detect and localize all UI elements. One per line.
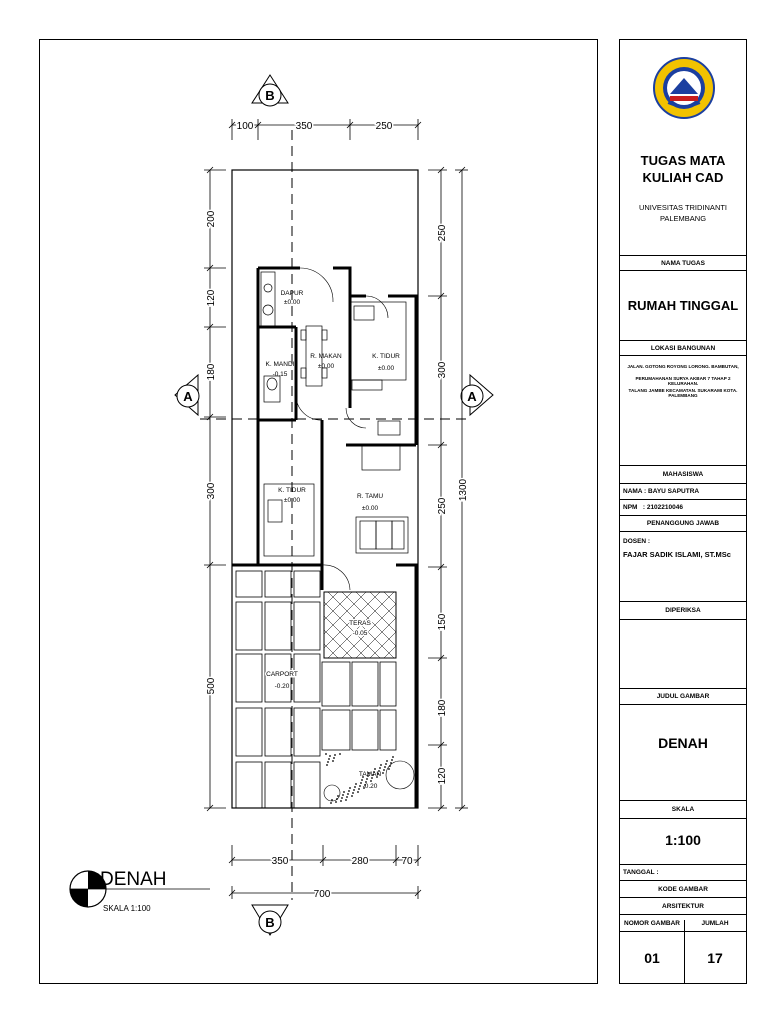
garden-dot <box>349 787 350 788</box>
garden-dot <box>330 802 331 803</box>
garden-dot <box>392 756 393 757</box>
dim-right-4: 150 <box>437 613 448 631</box>
dim-right-1: 250 <box>437 224 448 242</box>
paving-tile <box>236 708 262 756</box>
dosen-name: FAJAR SADIK ISLAMI, ST.MSc <box>623 550 731 559</box>
paving-tile <box>236 654 262 702</box>
garden-dot <box>340 800 341 801</box>
taman-garden <box>324 753 414 803</box>
house-walls <box>232 268 416 808</box>
paving-tile <box>322 710 350 750</box>
dim-bottom-2: 280 <box>351 856 369 867</box>
nomor-cell <box>620 932 746 983</box>
section-a-label: A <box>467 389 477 404</box>
garden-dot <box>339 753 340 754</box>
hatch-line <box>468 592 534 658</box>
skala-cell <box>620 819 746 865</box>
room-dapur-level: ±0.00 <box>283 299 301 306</box>
room-km-level: -0.15 <box>272 371 288 378</box>
garden-dot <box>325 753 326 754</box>
hatch-line <box>398 592 464 658</box>
hatch-line <box>426 592 492 658</box>
garden-dot <box>346 796 347 797</box>
paving-tile <box>322 662 350 706</box>
garden-dot <box>359 785 360 786</box>
dim-left-5: 500 <box>206 677 217 695</box>
paving-tile <box>380 710 396 750</box>
room-tidur2-name: K. TIDUR <box>278 487 306 494</box>
paving-tile <box>294 571 320 597</box>
dim-left-3: 180 <box>206 363 217 381</box>
dim-bottom-3: 70 <box>401 856 413 867</box>
room-makan-level: ±0.00 <box>317 363 335 370</box>
hatch-line <box>426 592 492 658</box>
plan-title: DENAH <box>100 869 167 890</box>
paving-tile <box>294 708 320 756</box>
hatch-line <box>482 592 548 658</box>
dim-right-6: 120 <box>437 767 448 785</box>
section-marker-a-right <box>461 375 493 415</box>
garden-dot <box>386 760 387 761</box>
garden-dot <box>379 767 380 768</box>
dim-right-5: 180 <box>437 699 448 717</box>
judul-gambar-value: DENAH <box>658 735 708 751</box>
room-tidur1-name: K. TIDUR <box>372 353 400 360</box>
garden-dot <box>353 789 354 790</box>
mahasiswa-npm: NPM : 2102210046 <box>623 504 683 511</box>
furniture <box>261 272 408 556</box>
garden-dot <box>335 801 336 802</box>
room-tidur2-level: ±0.00 <box>283 497 301 504</box>
garden-dot <box>374 768 375 769</box>
garden-dot <box>337 795 338 796</box>
pj-header <box>620 516 746 532</box>
mahasiswa-nama: NAMA : BAYU SAPUTRA <box>623 488 700 495</box>
jumlah-label: JUMLAH <box>701 920 729 927</box>
garden-dot <box>336 798 337 799</box>
garden-dot <box>391 759 392 760</box>
room-tidur1-level: ±0.00 <box>377 365 395 372</box>
paving-tile <box>294 654 320 702</box>
dosen-label: DOSEN : <box>623 538 651 545</box>
nama-tugas-cell <box>620 271 746 341</box>
dim-right-total: 1300 <box>458 478 469 502</box>
hatch-line <box>468 592 534 658</box>
garden-dot <box>358 788 359 789</box>
diperiksa-label: DIPERIKSA <box>665 607 701 614</box>
garden-dot <box>361 779 362 780</box>
hatch-line <box>440 592 506 658</box>
garden-dot <box>347 793 348 794</box>
paving-tile <box>236 571 262 597</box>
nomor-header <box>620 915 746 932</box>
garden-dot <box>385 763 386 764</box>
title-block <box>619 39 747 984</box>
kode-header <box>620 881 746 898</box>
garden-dot <box>327 761 328 762</box>
paving-tile <box>236 762 262 808</box>
hatch-line <box>482 592 548 658</box>
garden-dot <box>366 778 367 779</box>
room-teras-name: TERAS <box>349 620 371 627</box>
paving-tile <box>265 654 291 702</box>
garden-dot <box>382 772 383 773</box>
mahasiswa-label: MAHASISWA <box>662 471 704 478</box>
penanggung-jawab-label: PENANGGUNG JAWAB <box>646 520 720 527</box>
mahasiswa-header <box>620 466 746 484</box>
garden-dot <box>343 791 344 792</box>
garden-dot <box>384 766 385 767</box>
dim-right-2: 300 <box>437 361 448 379</box>
garden-dot <box>341 797 342 798</box>
lokasi-label: LOKASI BANGUNAN <box>650 345 716 352</box>
garden-dot <box>334 754 335 755</box>
dim-bottom-1: 350 <box>271 856 289 867</box>
garden-dot <box>331 799 332 800</box>
garden-dot <box>352 792 353 793</box>
garden-dot <box>388 768 389 769</box>
dim-right-3: 250 <box>437 497 448 515</box>
dim-left-1: 200 <box>206 210 217 228</box>
kode-gambar-label: KODE GAMBAR <box>658 886 708 893</box>
paving-tile <box>265 602 291 650</box>
garden-dot <box>326 764 327 765</box>
garden-dot <box>357 791 358 792</box>
paving-tile <box>236 602 262 650</box>
room-makan-name: R. MAKAN <box>310 353 342 360</box>
garden-dot <box>355 783 356 784</box>
garden-dot <box>348 790 349 791</box>
section-b-label: B <box>265 88 275 103</box>
garden-dot <box>351 795 352 796</box>
nomor-gambar-value: 01 <box>644 950 660 966</box>
room-taman-level: -0.20 <box>362 783 378 790</box>
paving-tile <box>294 602 320 650</box>
lokasi-header <box>620 341 746 356</box>
garden-dot <box>332 760 333 761</box>
paving-tile <box>294 762 320 808</box>
dosen-cell <box>620 532 746 602</box>
room-km-name: K. MANDI <box>265 361 295 368</box>
dim-bottom-total: 700 <box>313 889 331 900</box>
nama-tugas-header <box>620 256 746 271</box>
room-tamu-level: ±0.00 <box>361 505 379 512</box>
garden-dot <box>342 794 343 795</box>
room-taman-name: TAMAN <box>358 771 382 778</box>
hatch-line <box>440 592 506 658</box>
paving-tile <box>265 762 291 808</box>
site-boundary <box>232 170 418 808</box>
garden-dot <box>354 786 355 787</box>
mahasiswa-npm-cell <box>620 500 746 516</box>
dim-top-3: 250 <box>375 121 393 132</box>
mahasiswa-nama-cell <box>620 484 746 500</box>
room-carport-name: CARPORT <box>266 671 298 678</box>
paving-tile <box>265 708 291 756</box>
section-a-label: A <box>183 389 193 404</box>
hatch-line <box>398 592 464 658</box>
skala-label: SKALA <box>671 806 695 813</box>
lokasi-cell <box>620 356 746 466</box>
lokasi-line-3: TALANG JAMBE KECAMATAN. SUKARAMI KOTA. PALEMBANG <box>628 388 738 398</box>
nomor-gambar-label: NOMOR GAMBAR <box>620 920 685 932</box>
tb-header <box>620 40 746 256</box>
hatch-line <box>454 592 520 658</box>
tanggal-label: TANGGAL : <box>623 869 659 876</box>
garden-dot <box>360 782 361 783</box>
room-tamu-name: R. TAMU <box>356 493 384 500</box>
lokasi-line-2: PERUMAHANAN SURYA AKBAR 7 TAHAP 2 KELURAHAN. <box>635 376 731 386</box>
skala-header <box>620 801 746 819</box>
plan-scale: SKALA 1:100 <box>103 904 151 913</box>
kode-gambar-value: ARSITEKTUR <box>662 903 704 910</box>
garden-dot <box>328 758 329 759</box>
paving-tile <box>265 571 291 597</box>
judul-header <box>620 689 746 705</box>
section-marker-b-bottom <box>252 905 288 935</box>
garden-dot <box>389 765 390 766</box>
university-logo <box>652 56 716 120</box>
room-dapur-name: DAPUR <box>280 290 304 297</box>
judul-cell <box>620 705 746 801</box>
dim-left-2: 120 <box>206 289 217 307</box>
course-title: TUGAS MATA KULIAH CAD <box>640 153 726 185</box>
judul-gambar-label: JUDUL GAMBAR <box>656 693 710 700</box>
garden-dot <box>333 757 334 758</box>
dim-left-4: 300 <box>206 482 217 500</box>
section-marker-a-left <box>175 375 199 415</box>
lokasi-line-1: JALAN. GOTONG ROYONG LORONG. BAMBUTAN, <box>627 364 739 369</box>
garden-dot <box>370 780 371 781</box>
hatch-line <box>454 592 520 658</box>
nama-tugas-value: RUMAH TINGGAL <box>627 298 739 313</box>
section-b-label: B <box>265 915 275 930</box>
garden-dot <box>380 764 381 765</box>
tanggal-cell <box>620 865 746 881</box>
dim-top-1: 100 <box>236 121 254 132</box>
skala-value: 1:100 <box>665 832 701 848</box>
diperiksa-header <box>620 602 746 620</box>
garden-dot <box>383 769 384 770</box>
paving-tile <box>352 710 378 750</box>
dim-top-2: 350 <box>295 121 313 132</box>
room-carport-level: -0.20 <box>274 683 290 690</box>
diperiksa-cell <box>620 620 746 689</box>
garden-dot <box>329 755 330 756</box>
room-teras-level: -0.05 <box>352 630 368 637</box>
paving-tile <box>380 662 396 706</box>
kode-cell <box>620 898 746 915</box>
university-city: PALEMBANG <box>659 214 707 223</box>
nama-tugas-label: NAMA TUGAS <box>661 260 705 267</box>
garden-dot <box>390 762 391 763</box>
garden-dot <box>345 799 346 800</box>
section-marker-b-top <box>252 75 288 106</box>
paving-tile <box>352 662 378 706</box>
jumlah-value: 17 <box>707 950 723 966</box>
university-name: UNIVESITAS TRIDINANTI <box>638 203 728 212</box>
